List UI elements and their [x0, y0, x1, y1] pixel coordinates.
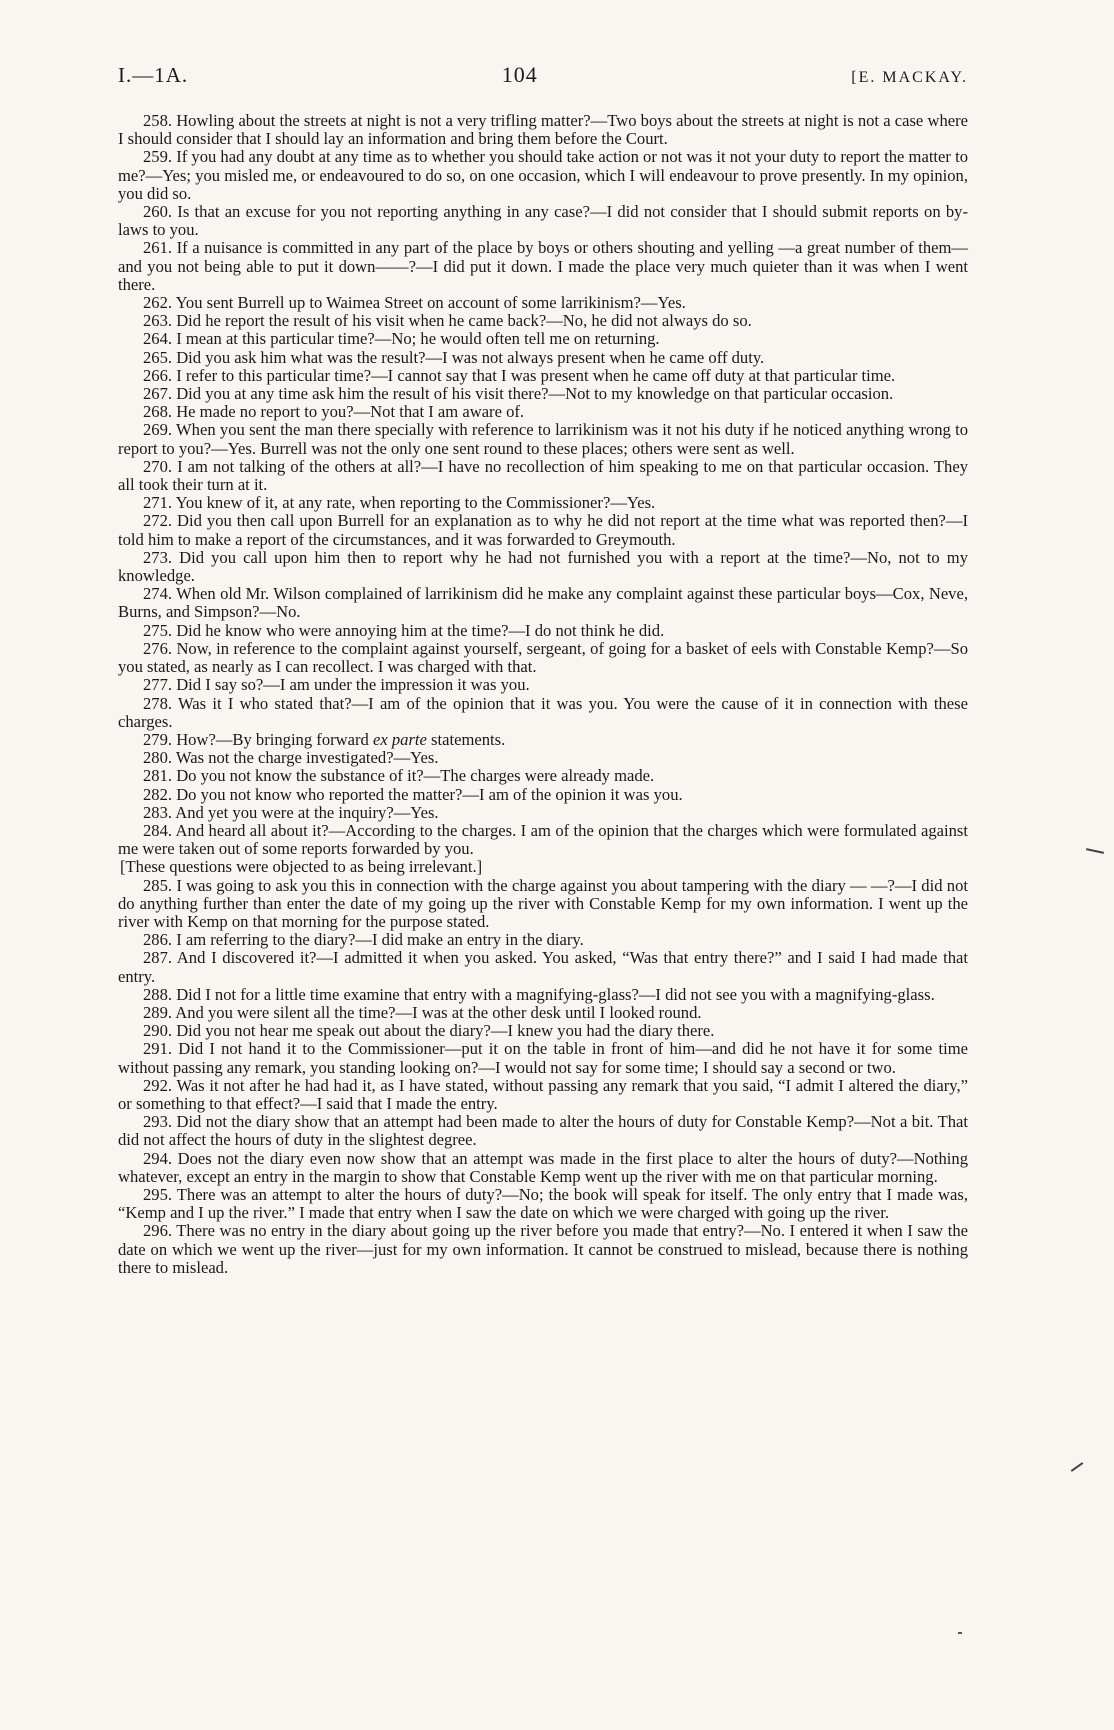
question-answer: 267. Did you at any time ask him the result of his visit there?—Not to my knowledge on that particular occasion.: [143, 384, 894, 404]
question-answer: 276. Now, in reference to the complaint against yourself, sergeant, of going for a basket of eels with Constable Kemp?—So you stated, as nearly as I can recollect. I was charged with that.: [118, 638, 968, 677]
question-answer: 268. He made no report to you?—Not that I am aware of.: [143, 402, 525, 422]
question-answer: 263. Did he report the result of his visit when he came back?—No, he did not always do so.: [143, 311, 752, 331]
question-answer: 284. And heard all about it?—According to the charges. I am of the opinion that the charges which were formulated against me were taken out of some reports forwarded by you.: [118, 820, 968, 859]
transcript-body: [118, 112, 968, 1277]
question-answer: 258. Howling about the streets at night is not a very trifling matter?—Two boys about the streets at night is not a case where I should consider that I should lay an information and bring them before the Court.: [118, 111, 968, 149]
question-answer: 286. I am referring to the diary?—I did make an entry in the diary.: [143, 930, 584, 950]
paper-reference: I.—1A.: [118, 63, 189, 87]
question-answer: 285. I was going to ask you this in connection with the charge against you about tampering with the diary — —?—I did not do anything further than enter the date of my going up the river with Constable Kemp for my own information. I went up the river with Kemp on that morning for the purpose stated.: [118, 875, 968, 931]
margin-mark: [1086, 848, 1104, 854]
question-answer: 293. Did not the diary show that an attempt had been made to alter the hours of duty for Constable Kemp?—Not a bit. That did not affect the hours of duty in the slightest degree.: [118, 1112, 968, 1150]
question-answer: 288. Did I not for a little time examine that entry with a magnifying-glass?—I did not see you with a magnifying-glass.: [143, 984, 935, 1004]
page-header: [118, 62, 968, 88]
text-segment: statements.: [426, 729, 506, 749]
question-answer: 287. And I discovered it?—I admitted it when you asked. You asked, “Was that entry there?” and I said I had made that entry.: [118, 948, 968, 986]
question-answer: 274. When old Mr. Wilson complained of larrikinism did he make any complaint against these particular boys—Cox, Neve, Burns, and Simpson?—No.: [118, 584, 968, 622]
question-answer: 264. I mean at this particular time?—No; he would often tell me on returning.: [143, 329, 660, 349]
end-dot: [958, 1632, 962, 1634]
witness-name: [E. MACKAY.: [851, 69, 968, 86]
question-answer: 283. And yet you were at the inquiry?—Yes.: [143, 802, 439, 822]
question-answer: 266. I refer to this particular time?—I cannot say that I was present when he came off duty at that particular time.: [143, 365, 896, 385]
text-segment: 279. How?—By bringing forward: [143, 729, 373, 749]
question-answer: 282. Do you not know who reported the matter?—I am of the opinion it was you.: [143, 784, 683, 804]
question-answer: 259. If you had any doubt at any time as to whether you should take action or not was it not your duty to report the matter to me?—Yes; you misled me, or endeavoured to do so, on one occasion, which I will endeavour to prove presently. In my opinion, you did so.: [118, 147, 968, 203]
editorial-note: [These questions were objected to as being irrelevant.]: [120, 857, 483, 877]
question-answer: 277. Did I say so?—I am under the impression it was you.: [143, 675, 530, 695]
question-answer: 275. Did he know who were annoying him at the time?—I do not think he did.: [143, 620, 665, 640]
question-answer: 270. I am not talking of the others at all?—I have no recollection of him speaking to me on that particular occasion. They all took their turn at it.: [118, 456, 968, 495]
question-answer: 278. Was it I who stated that?—I am of the opinion that it was you. You were the cause of it in connection with these charges.: [118, 693, 968, 731]
question-answer: 291. Did I not hand it to the Commissioner—put it on the table in front of him—and did he not have it for some time without passing any remark, you standing looking on?—I would not say for some time; I should say a second or two.: [118, 1039, 968, 1077]
margin-mark: [1071, 1462, 1084, 1472]
question-answer: 294. Does not the diary even now show that an attempt was made in the first place to alter the hours of duty?—Nothing whatever, except an entry in the margin to show that Constable Kemp went up the river with me on that particular morning.: [118, 1148, 968, 1186]
question-answer: 289. And you were silent all the time?—I was at the other desk until I looked round.: [143, 1002, 702, 1022]
question-answer: 260. Is that an excuse for you not reporting anything in any case?—I did not consider that I should submit reports on by-laws to you.: [118, 202, 968, 240]
question-answer: 273. Did you call upon him then to report why he had not furnished you with a report at the time?—No, not to my knowledge.: [118, 547, 968, 586]
question-answer: 272. Did you then call upon Burrell for an explanation as to why he did not report at the time what was reported then?—I told him to make a report of the circumstances, and it was forwarded to Greymouth.: [118, 511, 968, 549]
question-answer: 271. You knew of it, at any rate, when reporting to the Commissioner?—Yes.: [143, 493, 656, 513]
question-answer: [118, 731, 968, 749]
page-number: 104: [501, 62, 538, 87]
italic-phrase: ex parte: [372, 729, 427, 749]
question-answer: 290. Did you not hear me speak out about the diary?—I knew you had the diary there.: [143, 1021, 715, 1041]
question-answer: 261. If a nuisance is committed in any part of the place by boys or others shouting and yelling —a great number of them—and you not being able to put it down——?—I did put it down. I made the place very much quieter than it was when I went there.: [118, 238, 968, 294]
question-answer: 265. Did you ask him what was the result?—I was not always present when he came off duty.: [143, 347, 765, 367]
question-answer: 292. Was it not after he had had it, as I have stated, without passing any remark that you said, “I admit I altered the diary,” or something to that effect?—I said that I made the entry.: [118, 1075, 968, 1113]
question-answer: 280. Was not the charge investigated?—Yes.: [143, 748, 439, 768]
question-answer: 262. You sent Burrell up to Waimea Street on account of some larrikinism?—Yes.: [143, 293, 686, 313]
question-answer: 296. There was no entry in the diary about going up the river before you made that entry?—No. I entered it when I saw the date on which we went up the river—just for my own information. It cannot be construed to mislead, because there is nothing there to mislead.: [118, 1221, 968, 1277]
question-answer: 281. Do you not know the substance of it?—The charges were already made.: [143, 766, 655, 786]
question-answer: 269. When you sent the man there specially with reference to larrikinism was it not his duty if he noticed anything wrong to report to you?—Yes. Burrell was not the only one sent round to these places; others were sent as well.: [118, 420, 968, 458]
question-answer: 295. There was an attempt to alter the hours of duty?—No; the book will speak for itself. The only entry that I made was, “Kemp and I up the river.” I made that entry when I saw the date on which we were charged with going up the river.: [118, 1184, 968, 1223]
